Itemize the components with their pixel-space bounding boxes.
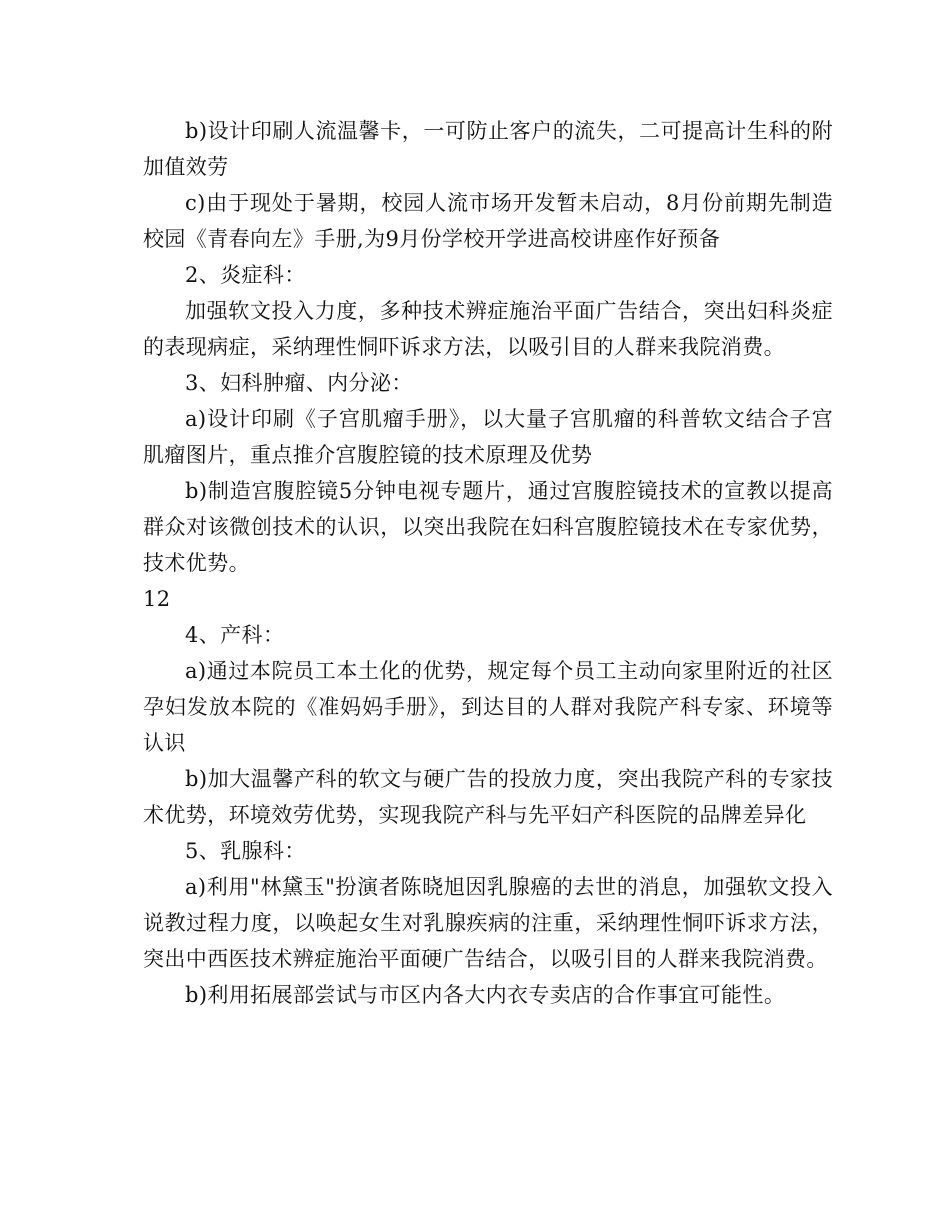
paragraph-fibroid-handbook: a)设计印刷《子宫肌瘤手册》，以大量子宫肌瘤的科普软文结合子宫肌瘤图片，重点推介宫腹腔镜的技术原理及优势: [143, 407, 833, 467]
paragraph-breast-campaign: a)利用"林黛玉"扮演者陈晓旭因乳腺癌的去世的消息，加强软文投入说教过程力度，以唤起女生对乳腺疾病的注重，采纳理性恫吓诉求方法，突出中西医技术辨症施治平面硬广告结合，以吸引目的人群来我院消费。: [143, 875, 833, 971]
paragraph-obstetrics-ads: b)加大温馨产科的软文与硬广告的投放力度，突出我院产科的专家技术优势，环境效劳优势，实现我院产科与先平妇产科医院的品牌差异化: [143, 767, 833, 827]
page-number: 12: [143, 587, 171, 611]
paragraph-family-planning-card: b)设计印刷人流温馨卡，一可防止客户的流失，二可提高计生科的附加值效劳: [143, 119, 833, 179]
document-body: [143, 113, 833, 1013]
paragraph-campus-handbook: c)由于现处于暑期，校园人流市场开发暂未启动，8月份前期先制造校园《青春向左》手册,为9月份学校开学进高校讲座作好预备: [143, 191, 833, 251]
paragraph-lingerie-partnership: b)利用拓展部尝试与市区内各大内衣专卖店的合作事宜可能性。: [185, 983, 786, 1007]
heading-obstetrics-dept: 4、产科：: [185, 623, 285, 647]
paragraph-mother-handbook: a)通过本院员工本土化的优势，规定每个员工主动向家里附近的社区孕妇发放本院的《准妈妈手册》，到达目的人群对我院产科专家、环境等认识: [143, 659, 833, 755]
heading-breast-dept: 5、乳腺科：: [185, 839, 306, 863]
heading-inflammation-dept: 2、炎症科：: [185, 263, 306, 287]
paragraph-laparoscopy-video: b)制造宫腹腔镜5分钟电视专题片，通过宫腹腔镜技术的宣教以提高群众对该微创技术的认识，以突出我院在妇科宫腹腔镜技术在专家优势，技术优势。: [143, 479, 833, 575]
paragraph-inflammation-ads: 加强软文投入力度，多种技术辨症施治平面广告结合，突出妇科炎症的表现病症，采纳理性恫吓诉求方法，以吸引目的人群来我院消费。: [143, 299, 833, 359]
heading-gyn-tumor-dept: 3、妇科肿瘤、内分泌：: [185, 371, 413, 395]
